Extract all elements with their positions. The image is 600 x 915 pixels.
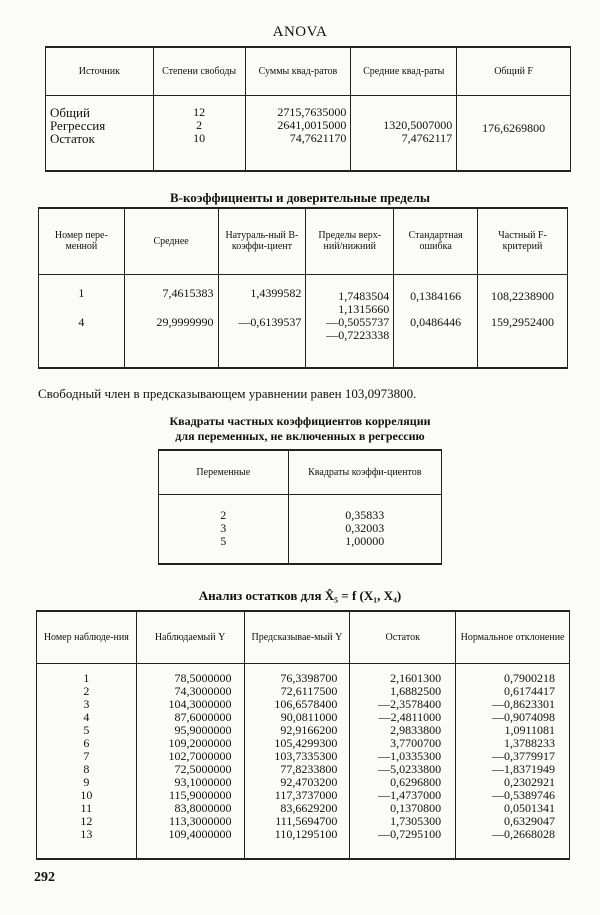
bcoef-title: B-коэффициенты и доверительные пределы: [169, 190, 431, 205]
partial-header-values: Квадраты коэффи-циентов: [288, 450, 441, 494]
anova-header-df: Степени свободы: [153, 47, 245, 95]
residuals-header-observed: Наблюдаемый Y: [136, 611, 244, 663]
anova-f: 176,6269800: [457, 95, 571, 171]
residuals-header-obs: Номер наблюде-ния: [37, 611, 137, 663]
partial-header-vars: Переменные: [159, 450, 289, 494]
intercept-text: Свободный член в предсказывающем уравнении равен 103,0973800.: [38, 386, 417, 401]
residuals-title: Анализ остатков для X̂₅ = f (X₁, X₄): [198, 588, 402, 603]
residuals-header-residual: Остаток: [350, 611, 456, 663]
page-number: 292: [34, 870, 55, 885]
anova-header-ms: Средние квад-раты: [351, 47, 457, 95]
residuals-header-predicted: Предсказывае-мый Y: [244, 611, 350, 663]
anova-df: 12 2 10: [153, 95, 245, 171]
bcoef-header-se: Стандартная ошибка: [394, 208, 478, 274]
bcoef-header-var: Номер пере-менной: [39, 208, 125, 274]
residuals-header-normal: Нормальное отклонение: [456, 611, 570, 663]
residuals-observed: 78,5000000 74,3000000 104,3000000 87,6000000 95,9000000 109,2000000 102,7000000 72,5000000 93,1000000 115,9000000 83,8000000 113,3000000 109,4000000: [136, 663, 244, 859]
bcoef-header-b: Натураль-ный B-коэффи-циент: [218, 208, 306, 274]
anova-header-ss: Суммы квад-ратов: [245, 47, 351, 95]
anova-sources: Общий Регрессия Остаток: [46, 95, 154, 171]
partial-title-line2: для переменных, не включенных в регрессию: [175, 429, 425, 443]
anova-table: [45, 46, 571, 172]
bcoef-header-limits: Пределы верх-ний/нижний: [306, 208, 394, 274]
bcoef-header-mean: Среднее: [124, 208, 218, 274]
partial-vars: 2 3 5: [159, 494, 289, 564]
bcoef-row: 1 7,4615383 1,4399582 1,7483504 1,1315660 0,1384166 108,2238900: [39, 274, 568, 316]
bcoef-row: 4 29,9999990 —0,6139537 —0,5055737 —0,7223338 0,0486446 159,2952400: [39, 316, 568, 368]
residuals-residual: 2,1601300 1,6882500 —2,3578400 —2,4811000 2,9833800 3,7700700 —1,0335300 —5,0233800 0,6296800 —1,4737000 0,1370800 1,7305300 —0,7295100: [350, 663, 456, 859]
anova-header-source: Источник: [46, 47, 154, 95]
anova-title: ANOVA: [272, 24, 328, 40]
anova-header-f: Общий F: [457, 47, 571, 95]
partial-table: [158, 449, 442, 565]
anova-ms: 1320,5007000 7,4762117: [351, 95, 457, 171]
residuals-table: [36, 610, 570, 860]
bcoef-table: [38, 207, 568, 369]
partial-title-line1: Квадраты частных коэффициентов корреляции: [169, 414, 431, 428]
anova-ss: 2715,7635000 2641,0015000 74,7621170: [245, 95, 351, 171]
residuals-predicted: 76,3398700 72,6117500 106,6578400 90,0811000 92,9166200 105,4299300 103,7335300 77,8233800 92,4703200 117,3737000 83,6629200 111,5694700 110,1295100: [244, 663, 350, 859]
residuals-obs: 1 2 3 4 5 6 7 8 9 10 11 12 13: [37, 663, 137, 859]
partial-values: 0,35833 0,32003 1,00000: [288, 494, 441, 564]
bcoef-header-f: Частный F-критерий: [478, 208, 568, 274]
residuals-normal: 0,7900218 0,6174417 —0,8623301 —0,9074098 1,0911081 1,3788233 —0,3779917 —1,8371949 0,2302921 —0,5389746 0,0501341 0,6329047 —0,2668028: [456, 663, 570, 859]
